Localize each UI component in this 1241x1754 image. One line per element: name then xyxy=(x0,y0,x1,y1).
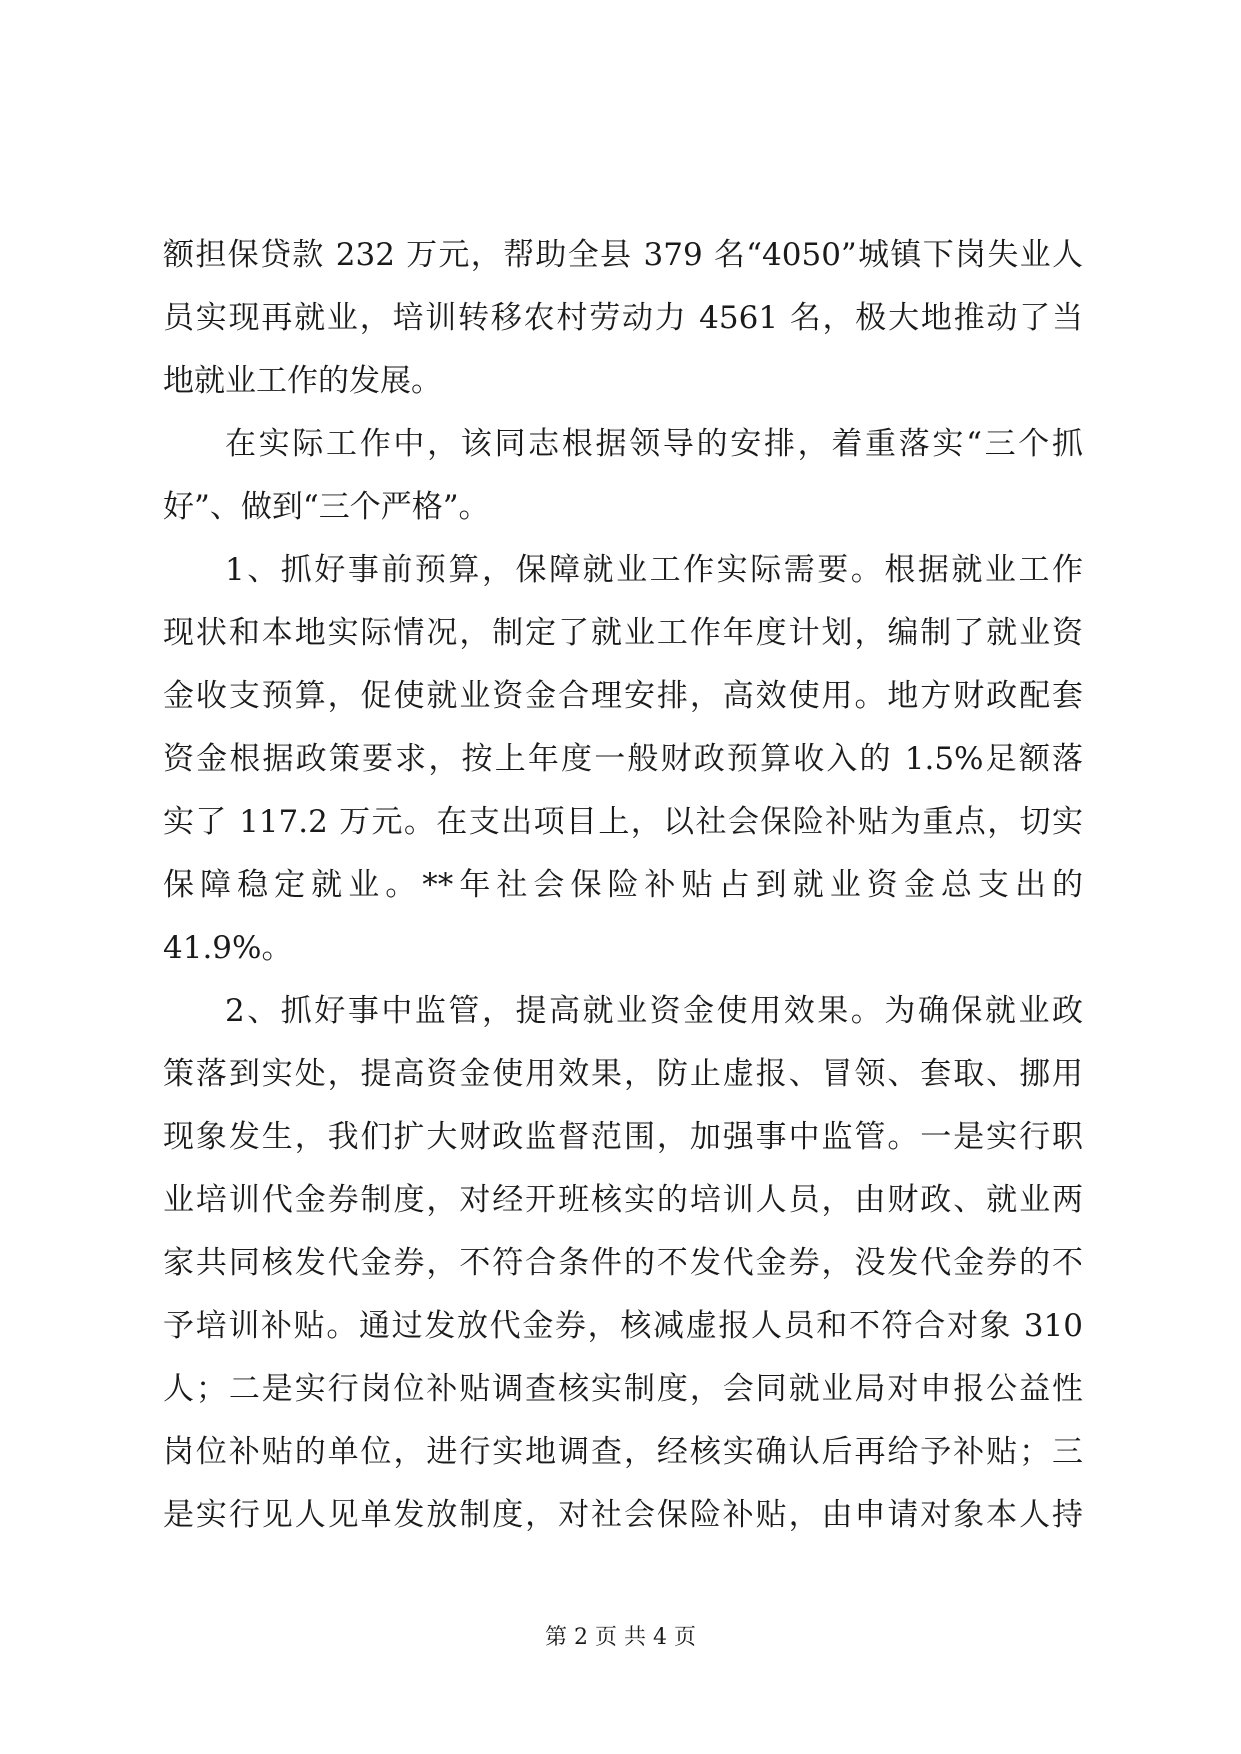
text-line: 41.9%。 xyxy=(163,930,293,966)
text-line: 是实行见人见单发放制度，对社会保险补贴，由申请对象本人持 xyxy=(163,1497,1083,1533)
text-line: 予培训补贴。通过发放代金券，核减虚报人员和不符合对象 310 xyxy=(163,1308,1083,1344)
document-body xyxy=(163,224,1083,1547)
text-line: 业培训代金券制度，对经开班核实的培训人员，由财政、就业两 xyxy=(163,1182,1083,1218)
text-line: 1、抓好事前预算，保障就业工作实际需要。根据就业工作 xyxy=(225,552,1083,588)
text-line: 额担保贷款 232 万元，帮助全县 379 名“4050”城镇下岗失业人 xyxy=(163,237,1083,273)
text-line: 好”、做到“三个严格”。 xyxy=(163,489,490,525)
text-line: 实了 117.2 万元。在支出项目上，以社会保险补贴为重点，切实 xyxy=(163,804,1083,840)
text-line: 现象发生，我们扩大财政监督范围，加强事中监管。一是实行职 xyxy=(163,1119,1083,1155)
text-line: 策落到实处，提高资金使用效果，防止虚报、冒领、套取、挪用 xyxy=(163,1056,1083,1092)
text-line: 员实现再就业，培训转移农村劳动力 4561 名，极大地推动了当 xyxy=(163,300,1083,336)
text-line: 金收支预算，促使就业资金合理安排，高效使用。地方财政配套 xyxy=(163,678,1083,714)
text-line: 岗位补贴的单位，进行实地调查，经核实确认后再给予补贴；三 xyxy=(163,1434,1083,1470)
text-line: 资金根据政策要求，按上年度一般财政预算收入的 1.5%足额落 xyxy=(163,741,1083,777)
text-line: 2、抓好事中监管，提高就业资金使用效果。为确保就业政 xyxy=(225,993,1083,1029)
text-line: 地就业工作的发展。 xyxy=(163,363,442,399)
text-line: 保障稳定就业。**年社会保险补贴占到就业资金总支出的 xyxy=(163,867,1083,903)
text-line: 在实际工作中，该同志根据领导的安排，着重落实“三个抓 xyxy=(225,426,1083,462)
text-line: 现状和本地实际情况，制定了就业工作年度计划，编制了就业资 xyxy=(163,615,1083,651)
text-line: 家共同核发代金券，不符合条件的不发代金券，没发代金券的不 xyxy=(163,1245,1083,1281)
page-number-footer: 第 2 页 共 4 页 xyxy=(545,1625,696,1650)
text-line: 人；二是实行岗位补贴调查核实制度，会同就业局对申报公益性 xyxy=(163,1371,1083,1407)
